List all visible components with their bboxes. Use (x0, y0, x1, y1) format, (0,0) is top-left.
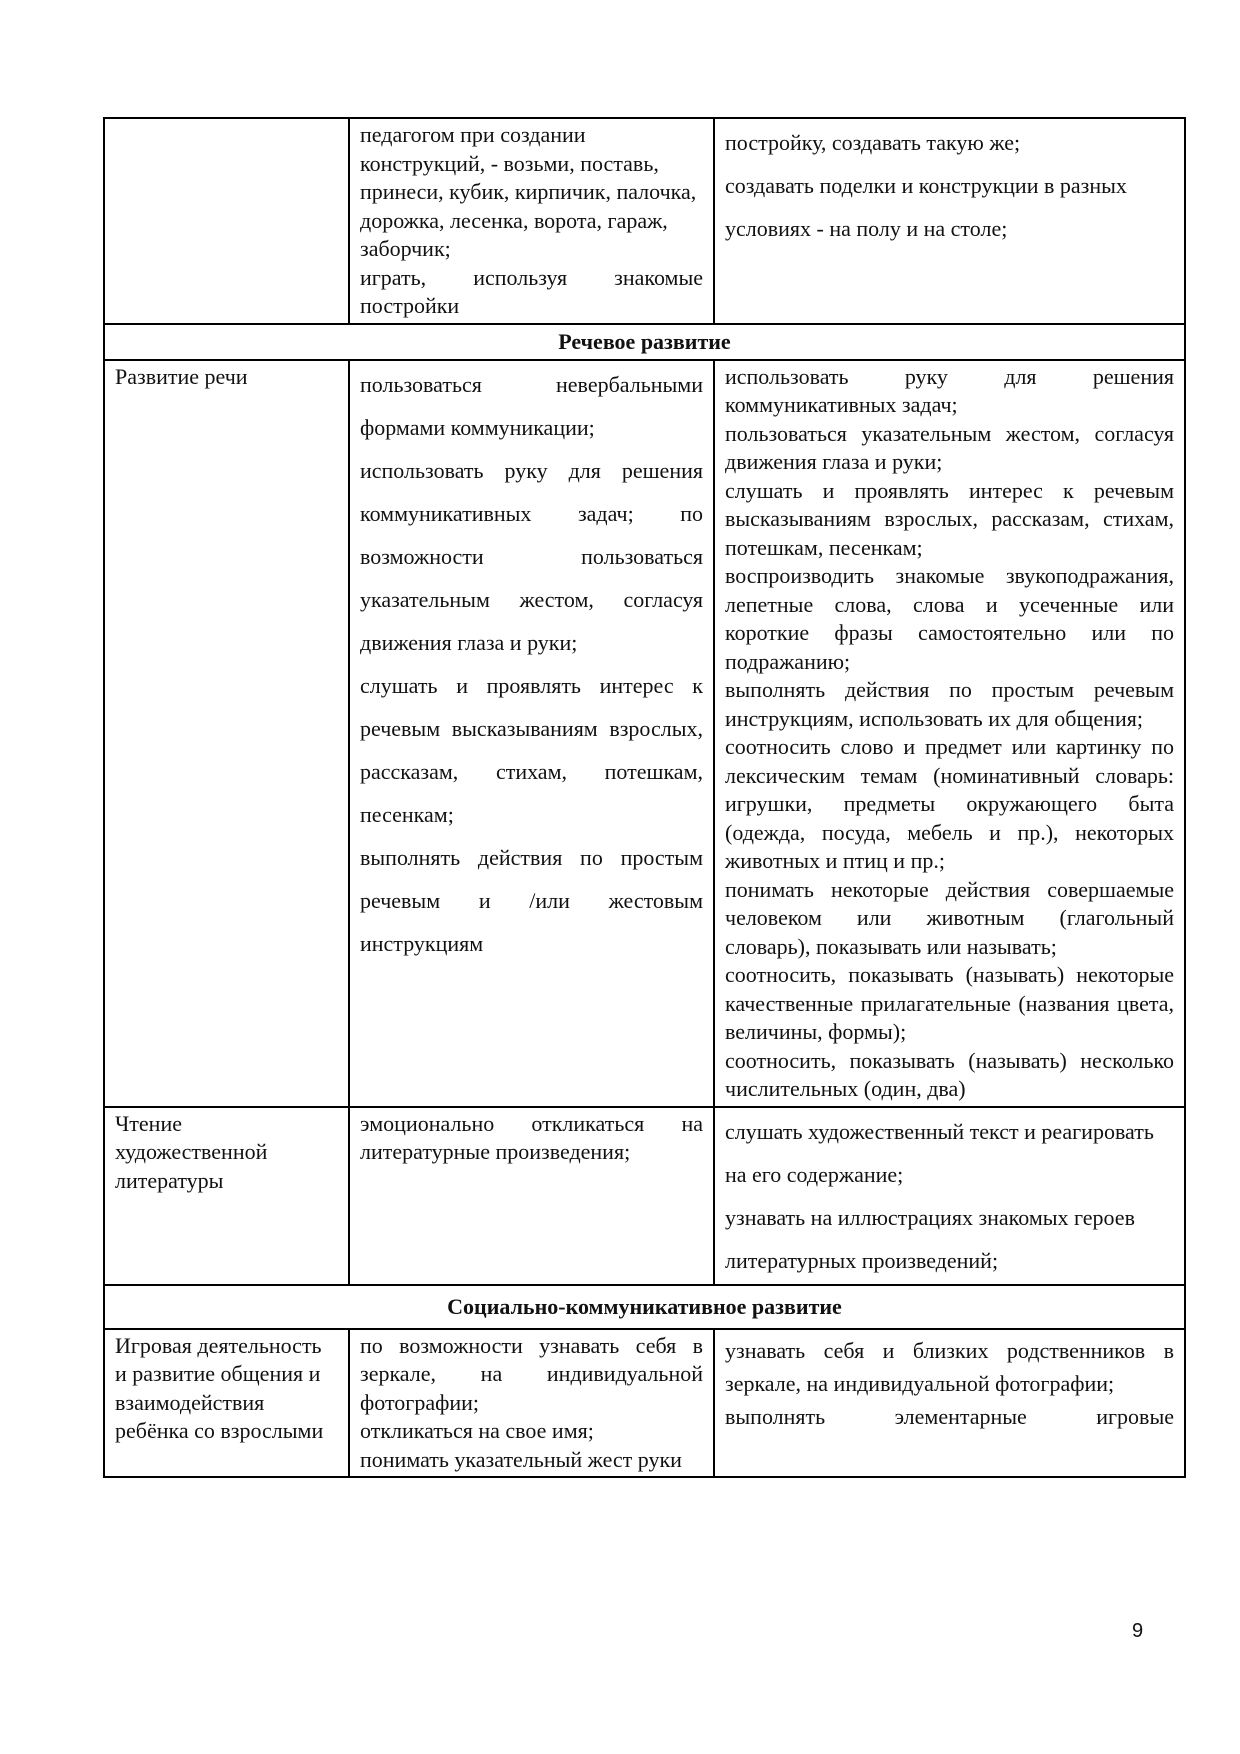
list-item: понимать указательный жест руки (360, 1446, 682, 1472)
section-row (104, 1285, 1185, 1329)
cell-col3 (714, 1107, 1185, 1285)
list-item: педагогом при создании конструкций, - возьми, поставь, принеси, кубик, кирпичик, палочка, дорожка, лесенка, ворота, гараж, заборчик; (360, 122, 697, 261)
list-item: соотносить, показывать (называть) некоторые качественные прилагательные (названия цвета, величины, формы); (725, 962, 1174, 1044)
area-label: Игровая деятельность и развитие общения и взаимодействия ребёнка со взрослыми (115, 1332, 324, 1443)
table-row (104, 1329, 1185, 1478)
list-item: пользоваться указательным жестом, согласуя движения глаза и руки; (725, 420, 1174, 474)
list-item: выполнять элементарные игровые (725, 1403, 1174, 1429)
list-item: понимать некоторые действия совершаемые человеком или животным (глагольный словарь), показывать или называть; (725, 876, 1174, 959)
list-item: постройку, создавать такую же; (725, 130, 1021, 155)
list-item: узнавать себя и близких родственников в зеркале, на индивидуальной фотографии; (725, 1337, 1174, 1396)
table-row (104, 360, 1185, 1107)
list-item: играть, используя знакомые постройки (360, 264, 703, 318)
section-heading-speech: Речевое развитие (104, 324, 1185, 360)
table-row (104, 1107, 1185, 1285)
list-item: создавать поделки и конструкции в разных условиях - на полу и на столе; (725, 173, 1127, 241)
list-item: соотносить слово и предмет или картинку по лексическим темам (номинативный словарь: игрушки, предметы окружающего быта (одежда, посуда, мебель и пр.), некоторых животных и птиц и пр.; (725, 734, 1174, 873)
area-label: Развитие речи (115, 363, 248, 389)
table-row (104, 118, 1185, 324)
list-item: использовать руку для решения коммуникативных задач; (725, 363, 1174, 417)
list-item: воспроизводить знакомые звукоподражания, лепетные слова, слова и усеченные или короткие фразы самостоятельно или по подражанию; (725, 563, 1174, 674)
list-item: слушать художественный текст и реагировать на его содержание; (725, 1118, 1154, 1187)
list-item: слушать и проявлять интерес к речевым высказываниям взрослых, рассказам, стихам, потешкам, песенкам; (360, 672, 703, 827)
list-item: использовать руку для решения коммуникативных задач; по возможности пользоваться указательным жестом, согласуя движения глаза и руки; (360, 457, 703, 655)
area-label: Чтение художественной литературы (115, 1110, 268, 1193)
list-item: эмоционально откликаться на литературные произведения; (360, 1110, 703, 1164)
program-table (103, 117, 1186, 1478)
list-item: пользоваться невербальными формами коммуникации; (360, 371, 703, 440)
cell-col3 (714, 1329, 1185, 1478)
list-item: слушать и проявлять интерес к речевым высказываниям взрослых, рассказам, стихам, потешкам, песенкам; (725, 477, 1174, 560)
list-item: по возможности узнавать себя в зеркале, на индивидуальной фотографии; (360, 1332, 703, 1415)
cell-col2 (349, 118, 714, 324)
cell-col2 (349, 360, 714, 1107)
list-item: выполнять действия по простым речевым и /или жестовым инструкциям (360, 844, 703, 956)
cell-col3 (714, 118, 1185, 324)
page-number: 9 (1132, 1620, 1144, 1642)
area-cell (104, 1107, 349, 1285)
list-item: соотносить, показывать (называть) несколько числительных (один, два) (725, 1047, 1174, 1101)
area-cell (104, 1329, 349, 1478)
list-item: выполнять действия по простым речевым инструкциям, использовать их для общения; (725, 677, 1174, 731)
section-heading-social: Социально-коммуникативное развитие (104, 1285, 1185, 1329)
section-row (104, 324, 1185, 360)
cell-col3 (714, 360, 1185, 1107)
area-cell (104, 118, 349, 324)
list-item: откликаться на свое имя; (360, 1418, 594, 1443)
area-cell (104, 360, 349, 1107)
list-item: узнавать на иллюстрациях знакомых героев литературных произведений; (725, 1204, 1135, 1273)
cell-col2 (349, 1329, 714, 1478)
cell-col2 (349, 1107, 714, 1285)
